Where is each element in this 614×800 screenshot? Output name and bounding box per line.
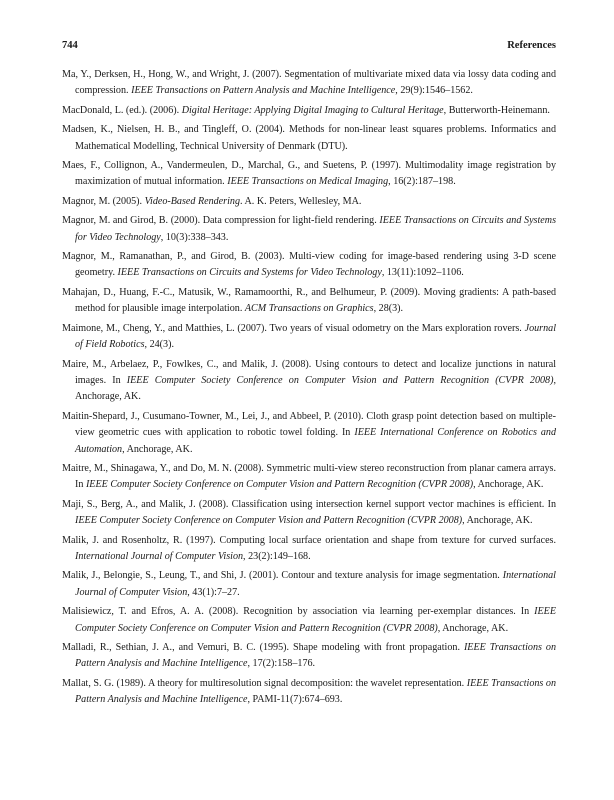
reference-text: Maes, F., Collignon, A., Vandermeulen, D., Marchal, G., and Suetens, P. (1997). Multimodality image registration by maximization of mutual information. xyxy=(62,160,556,188)
reference-entry xyxy=(62,568,556,601)
reference-entry xyxy=(62,249,556,282)
reference-venue: IEEE Computer Society Conference on Computer Vision and Pattern Recognition (CVPR 2008) xyxy=(126,374,554,386)
reference-text: Malladi, R., Sethian, J. A., and Vemuri, B. C. (1995). Shape modeling with front propagation. xyxy=(62,642,464,653)
reference-details: , 24(3). xyxy=(144,339,174,351)
reference-venue: ACM Transactions on Graphics xyxy=(244,303,374,315)
reference-venue: IEEE International Conference on Robotics and Automation xyxy=(75,427,556,455)
reference-venue: Video-Based Rendering xyxy=(144,195,240,207)
reference-details: , 16(2):187–198. xyxy=(388,176,456,188)
reference-details: , PAMI-11(7):674–693. xyxy=(247,694,343,706)
reference-details: , Anchorage, AK. xyxy=(473,479,544,491)
reference-text: Magnor, M., Ramanathan, P., and Girod, B. (2003). Multi-view coding for image-based rendering using 3-D scene geometry. xyxy=(62,251,556,279)
reference-text: Malisiewicz, T. and Efros, A. A. (2008). Recognition by association via learning per-exemplar distances. In xyxy=(62,606,535,618)
reference-details: , 10(3):338–343. xyxy=(160,231,229,243)
reference-entry xyxy=(62,497,556,530)
reference-entry xyxy=(62,604,556,637)
page xyxy=(62,0,556,800)
reference-venue: IEEE Computer Society Conference on Computer Vision and Pattern Recognition (CVPR 2008) xyxy=(75,606,556,634)
reference-venue: IEEE Transactions on Circuits and Systems for Video Technology xyxy=(75,215,556,243)
reference-text: Maire, M., Arbelaez, P., Fowlkes, C., and Malik, J. (2008). Using contours to detect and localize junctions in natural images. In xyxy=(62,358,556,386)
reference-entry xyxy=(62,194,556,210)
reference-details: , Anchorage, AK. xyxy=(75,374,556,403)
reference-venue: IEEE Transactions on Pattern Analysis and Machine Intelligence xyxy=(75,677,556,706)
reference-details: , 13(11):1092–1106. xyxy=(381,267,464,279)
reference-details: , 29(9):1546–1562. xyxy=(395,85,473,97)
reference-details: , Butterworth-Heinemann. xyxy=(443,104,550,116)
reference-text: Mahajan, D., Huang, F.-C., Matusik, W., Ramamoorthi, R., and Belhumeur, P. (2009). Moving gradients: A path-based method for plausible image interpolation. xyxy=(62,286,556,315)
reference-text: MacDonald, L. (ed.). (2006). xyxy=(62,104,182,116)
reference-venue: Journal of Field Robotics xyxy=(75,322,556,351)
reference-details: , Anchorage, AK. xyxy=(122,443,193,455)
reference-venue: IEEE Transactions on Pattern Analysis and Machine Intelligence xyxy=(75,642,556,670)
reference-entry xyxy=(62,409,556,458)
reference-text: Madsen, K., Nielsen, H. B., and Tingleff, O. (2004). Methods for non-linear least squares problems. Informatics and Mathematical Modelling, Technical University of Denmark (DTU). xyxy=(62,124,556,152)
page-number: 744 xyxy=(62,40,78,51)
reference-text: Malik, J. and Rosenholtz, R. (1997). Computing local surface orientation and shape from texture for curved surfaces. xyxy=(62,534,556,546)
reference-details: , 23(2):149–168. xyxy=(243,550,311,562)
reference-details: , 28(3). xyxy=(373,303,404,315)
reference-text: Ma, Y., Derksen, H., Hong, W., and Wright, J. (2007). Segmentation of multivariate mixed data via lossy data coding and compression. xyxy=(62,69,556,97)
reference-text: Maji, S., Berg, A., and Malik, J. (2008). Classification using intersection kernel support vector machines is efficient. In xyxy=(62,498,556,510)
reference-entry xyxy=(62,321,556,354)
reference-venue: IEEE Computer Society Conference on Computer Vision and Pattern Recognition (CVPR 2008) xyxy=(85,479,474,491)
reference-entry xyxy=(62,533,556,566)
reference-list xyxy=(62,67,556,712)
reference-venue: IEEE Transactions on Medical Imaging xyxy=(227,176,389,188)
reference-entry xyxy=(62,285,556,318)
reference-entry xyxy=(62,357,556,406)
reference-entry xyxy=(62,122,556,155)
reference-entry xyxy=(62,103,556,119)
reference-entry xyxy=(62,158,556,191)
reference-text: Magnor, M. and Girod, B. (2000). Data compression for light-field rendering. xyxy=(62,215,380,227)
reference-entry xyxy=(62,676,556,709)
reference-entry xyxy=(62,67,556,100)
reference-venue: IEEE Computer Society Conference on Computer Vision and Pattern Recognition (CVPR 2008) xyxy=(75,515,463,527)
reference-venue: Digital Heritage: Applying Digital Imaging to Cultural Heritage xyxy=(181,104,444,116)
reference-venue: International Journal of Computer Vision xyxy=(75,570,556,598)
reference-text: Magnor, M. (2005). xyxy=(62,195,145,207)
reference-venue: IEEE Transactions on Pattern Analysis and Machine Intelligence xyxy=(131,85,396,97)
reference-entry xyxy=(62,213,556,246)
reference-text: Malik, J., Belongie, S., Leung, T., and Shi, J. (2001). Contour and texture analysis for image segmentation. xyxy=(62,570,503,582)
section-title: References xyxy=(507,40,556,51)
reference-text: Mallat, S. G. (1989). A theory for multiresolution signal decomposition: the wavelet representation. xyxy=(62,677,467,689)
reference-text: Maimone, M., Cheng, Y., and Matthies, L. (2007). Two years of visual odometry on the Mars exploration rovers. xyxy=(62,322,525,334)
reference-details: , 17(2):158–176. xyxy=(247,658,316,670)
reference-text: Maitin-Shepard, J., Cusumano-Towner, M., Lei, J., and Abbeel, P. (2010). Cloth grasp point detection based on multiple-view geometric cues with application to robotic towel folding. In xyxy=(62,410,556,439)
reference-venue: IEEE Transactions on Circuits and Systems for Video Technology xyxy=(117,267,382,279)
reference-venue: International Journal of Computer Vision xyxy=(75,550,244,562)
reference-details: , Anchorage, AK. xyxy=(462,515,533,527)
reference-details: , 43(1):7–27. xyxy=(187,586,240,598)
reference-entry xyxy=(62,461,556,494)
reference-entry xyxy=(62,640,556,673)
reference-text: Maitre, M., Shinagawa, Y., and Do, M. N. (2008). Symmetric multi-view stereo reconstruction from planar camera arrays. In xyxy=(62,462,556,491)
reference-details: . A. K. Peters, Wellesley, MA. xyxy=(240,195,362,207)
running-head xyxy=(62,40,556,54)
reference-details: , Anchorage, AK. xyxy=(437,622,509,634)
